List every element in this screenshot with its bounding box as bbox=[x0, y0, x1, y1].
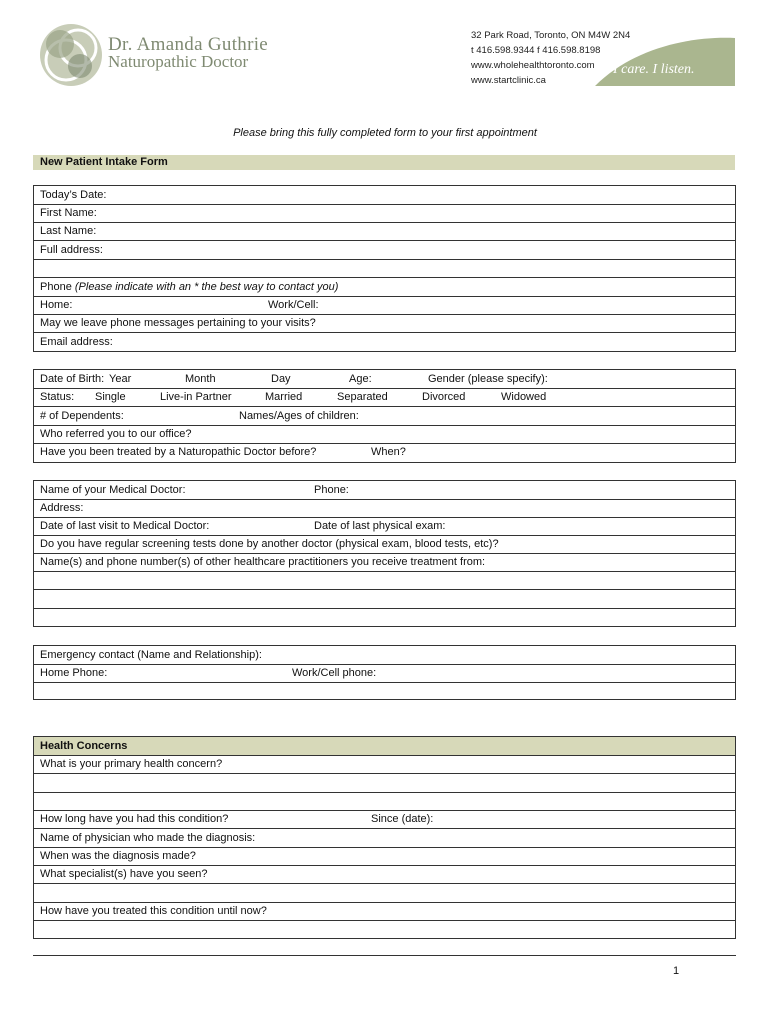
dob-year-field[interactable]: Year bbox=[109, 373, 132, 385]
medical-doctor-phone-field[interactable]: Phone: bbox=[314, 484, 349, 496]
emergency-home-phone-field[interactable]: Home Phone: bbox=[40, 667, 108, 679]
work-cell-field[interactable]: Work/Cell: bbox=[268, 299, 319, 311]
dependents-field[interactable]: # of Dependents: bbox=[40, 410, 124, 422]
other-practitioners-field[interactable]: Name(s) and phone number(s) of other healthcare practitioners you receive treatment from: bbox=[40, 556, 486, 568]
tagline-shape-icon bbox=[575, 36, 735, 86]
status-widowed-option[interactable]: Widowed bbox=[501, 391, 547, 403]
status-live-in-option[interactable]: Live-in Partner bbox=[160, 391, 232, 403]
primary-concern-field[interactable]: What is your primary health concern? bbox=[40, 758, 223, 770]
condition-since-field[interactable]: Since (date): bbox=[371, 813, 434, 825]
phone-label: Phone bbox=[40, 281, 72, 293]
gender-field[interactable]: Gender (please specify): bbox=[428, 373, 548, 385]
logo-name: Dr. Amanda Guthrie bbox=[108, 34, 269, 55]
logo-emblem-icon bbox=[36, 22, 106, 88]
email-field[interactable]: Email address: bbox=[40, 336, 113, 348]
status-separated-option[interactable]: Separated bbox=[337, 391, 388, 403]
condition-duration-field[interactable]: How long have you had this condition? bbox=[40, 813, 229, 825]
status-label: Status: bbox=[40, 391, 75, 403]
emergency-work-phone-field[interactable]: Work/Cell phone: bbox=[292, 667, 377, 679]
leave-messages-field[interactable]: May we leave phone messages pertaining to your visits? bbox=[40, 317, 316, 329]
logo-title: Naturopathic Doctor bbox=[108, 52, 249, 71]
status-single-option[interactable]: Single bbox=[95, 391, 126, 403]
last-exam-field[interactable]: Date of last physical exam: bbox=[314, 520, 446, 532]
phone-heading bbox=[40, 281, 338, 294]
treated-before-field[interactable]: Have you been treated by a Naturopathic Doctor before? bbox=[40, 446, 317, 458]
referred-field[interactable]: Who referred you to our office? bbox=[40, 428, 192, 440]
status-married-option[interactable]: Married bbox=[265, 391, 303, 403]
clinic-address: 32 Park Road, Toronto, ON M4W 2N4 bbox=[471, 30, 631, 41]
diagnosing-physician-field[interactable]: Name of physician who made the diagnosis: bbox=[40, 832, 256, 844]
instruction-text: Please bring this fully completed form to your first appointment bbox=[233, 127, 537, 139]
health-concerns-section bbox=[33, 736, 736, 939]
phone-note: (Please indicate with an * the best way to contact you) bbox=[74, 281, 339, 293]
children-field[interactable]: Names/Ages of children: bbox=[239, 410, 359, 422]
medical-doctor-address-field[interactable]: Address: bbox=[40, 502, 84, 514]
last-visit-field[interactable]: Date of last visit to Medical Doctor: bbox=[40, 520, 210, 532]
form-title: New Patient Intake Form bbox=[33, 155, 735, 170]
medical-doctor-field[interactable]: Name of your Medical Doctor: bbox=[40, 484, 186, 496]
screening-field[interactable]: Do you have regular screening tests done by another doctor (physical exam, blood tests, etc)? bbox=[40, 538, 499, 550]
clinic-website[interactable]: www.wholehealthtoronto.com bbox=[471, 60, 595, 71]
medical-doctor-section bbox=[33, 480, 736, 627]
footer-divider bbox=[33, 955, 736, 956]
when-field[interactable]: When? bbox=[371, 446, 406, 458]
demographics-section bbox=[33, 369, 736, 463]
dob-day-field[interactable]: Day bbox=[271, 373, 291, 385]
emergency-contact-section bbox=[33, 645, 736, 700]
clinic-logo bbox=[36, 22, 106, 88]
tagline-text: I care. I listen. bbox=[613, 62, 695, 77]
specialists-field[interactable]: What specialist(s) have you seen? bbox=[40, 868, 208, 880]
full-address-field[interactable]: Full address: bbox=[40, 244, 103, 256]
personal-info-section bbox=[33, 185, 736, 352]
clinic-phone: t 416.598.9344 f 416.598.8198 bbox=[471, 45, 601, 56]
tagline-banner bbox=[575, 36, 735, 86]
emergency-contact-field[interactable]: Emergency contact (Name and Relationship): bbox=[40, 649, 262, 661]
page-number: 1 bbox=[673, 965, 680, 977]
first-name-field[interactable]: First Name: bbox=[40, 207, 97, 219]
treatment-history-field[interactable]: How have you treated this condition until now? bbox=[40, 905, 267, 917]
age-field[interactable]: Age: bbox=[349, 373, 372, 385]
last-name-field[interactable]: Last Name: bbox=[40, 225, 97, 237]
todays-date-field[interactable]: Today’s Date: bbox=[40, 189, 107, 201]
status-divorced-option[interactable]: Divorced bbox=[422, 391, 466, 403]
dob-month-field[interactable]: Month bbox=[185, 373, 216, 385]
home-phone-field[interactable]: Home: bbox=[40, 299, 73, 311]
dob-label: Date of Birth: bbox=[40, 373, 105, 385]
diagnosis-date-field[interactable]: When was the diagnosis made? bbox=[40, 850, 196, 862]
clinic-website-2[interactable]: www.startclinic.ca bbox=[471, 75, 546, 86]
health-concerns-title: Health Concerns bbox=[40, 740, 128, 752]
